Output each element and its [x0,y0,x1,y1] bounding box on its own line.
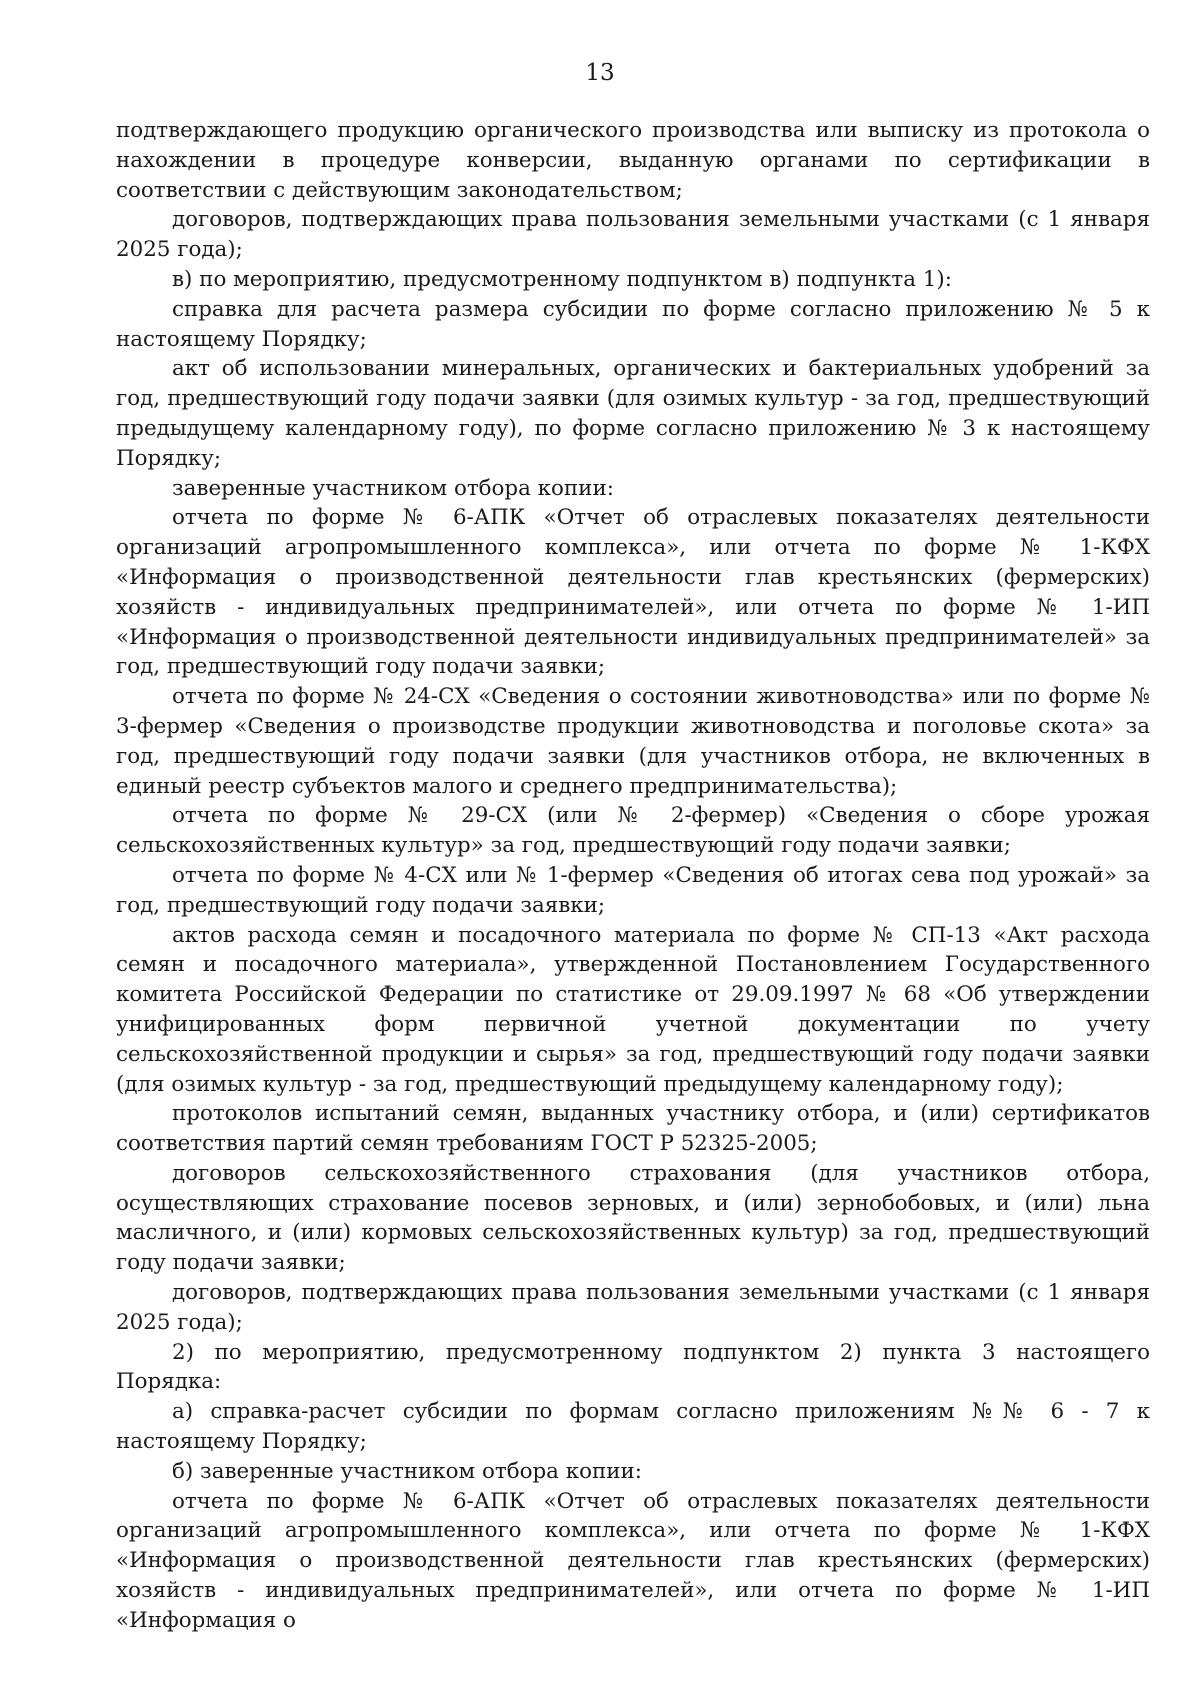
paragraph: протоколов испытаний семян, выданных участнику отбора, и (или) сертификатов соответствия партий семян требованиям ГОСТ Р 52325-2005; [116,1101,1150,1157]
paragraph: договоров, подтверждающих права пользования земельными участками (с 1 января 2025 года); [116,207,1150,263]
paragraph: а) справка-расчет субсидии по формам согласно приложениям №№ 6 - 7 к настоящему Порядку; [116,1399,1150,1455]
paragraph: договоров сельскохозяйственного страхования (для участников отбора, осуществляющих страхование посевов зерновых, и (или) зернобобовых, и (или) льна масличного, и (или) кормовых сельскохозяйственных культур) за год, предшествующий году подачи заявки; [116,1160,1150,1276]
paragraph: подтверждающего продукцию органического производства или выписку из протокола о нахождении в процедуре конверсии, выданную органами по сертификации в соответствии с действующим законодательством; [116,118,1150,203]
paragraph: 2) по мероприятию, предусмотренному подпунктом 2) пункта 3 настоящего Порядка: [116,1339,1150,1395]
paragraph: отчета по форме № 29-СХ (или № 2-фермер) «Сведения о сборе урожая сельскохозяйственных культур» за год, предшествующий году подачи заявки; [116,803,1150,859]
page-number: 13 [585,60,615,86]
paragraph: отчета по форме № 24-СХ «Сведения о состоянии животноводства» или по форме № 3-фермер «Сведения о производстве продукции животноводства и поголовье скота» за год, предшествующий году подачи заявки (для участников отбора, не включенных в единый реестр субъектов малого и среднего предпринимательства); [116,684,1150,799]
document-body [116,116,1150,1636]
paragraph: отчета по форме № 6-АПК «Отчет об отраслевых показателях деятельности организаций агропромышленного комплекса», или отчета по форме № 1-КФХ «Информация о производственной деятельности глав крестьянских (фермерских) хозяйств - индивидуальных предпринимателей», или отчета по форме № 1-ИП «Информация о [116,1488,1150,1633]
paragraph: актов расхода семян и посадочного материала по форме № СП-13 «Акт расхода семян и посадочного материала», утвержденной Постановлением Государственного комитета Российской Федерации по статистике от 29.09.1997 № 68 «Об утверждении унифицированных форм первичной учетной документации по учету сельскохозяйственной продукции и сырья» за год, предшествующий году подачи заявки (для озимых культур - за год, предшествующий предыдущему календарному году); [116,922,1150,1097]
paragraph: отчета по форме № 6-АПК «Отчет об отраслевых показателях деятельности организаций агропромышленного комплекса», или отчета по форме № 1-КФХ «Информация о производственной деятельности глав крестьянских (фермерских) хозяйств - индивидуальных предпринимателей», или отчета по форме № 1-ИП «Информация о производственной деятельности индивидуальных предпринимателей» за год, предшествующий году подачи заявки; [116,505,1150,680]
paragraph: договоров, подтверждающих права пользования земельными участками (с 1 января 2025 года); [116,1280,1150,1335]
paragraph: в) по мероприятию, предусмотренному подпунктом в) подпункта 1): [172,266,952,292]
paragraph: справка для расчета размера субсидии по форме согласно приложению № 5 к настоящему Порядку; [116,296,1150,352]
paragraph: отчета по форме № 4-СХ или № 1-фермер «Сведения об итогах сева под урожай» за год, предшествующий году подачи заявки; [116,862,1150,918]
paragraph: заверенные участником отбора копии: [172,475,614,501]
paragraph: б) заверенные участником отбора копии: [172,1458,642,1484]
paragraph: акт об использовании минеральных, органических и бактериальных удобрений за год, предшествующий году подачи заявки (для озимых культур - за год, предшествующий предыдущему календарному году), по форме согласно приложению № 3 к настоящему Порядку; [116,356,1150,471]
